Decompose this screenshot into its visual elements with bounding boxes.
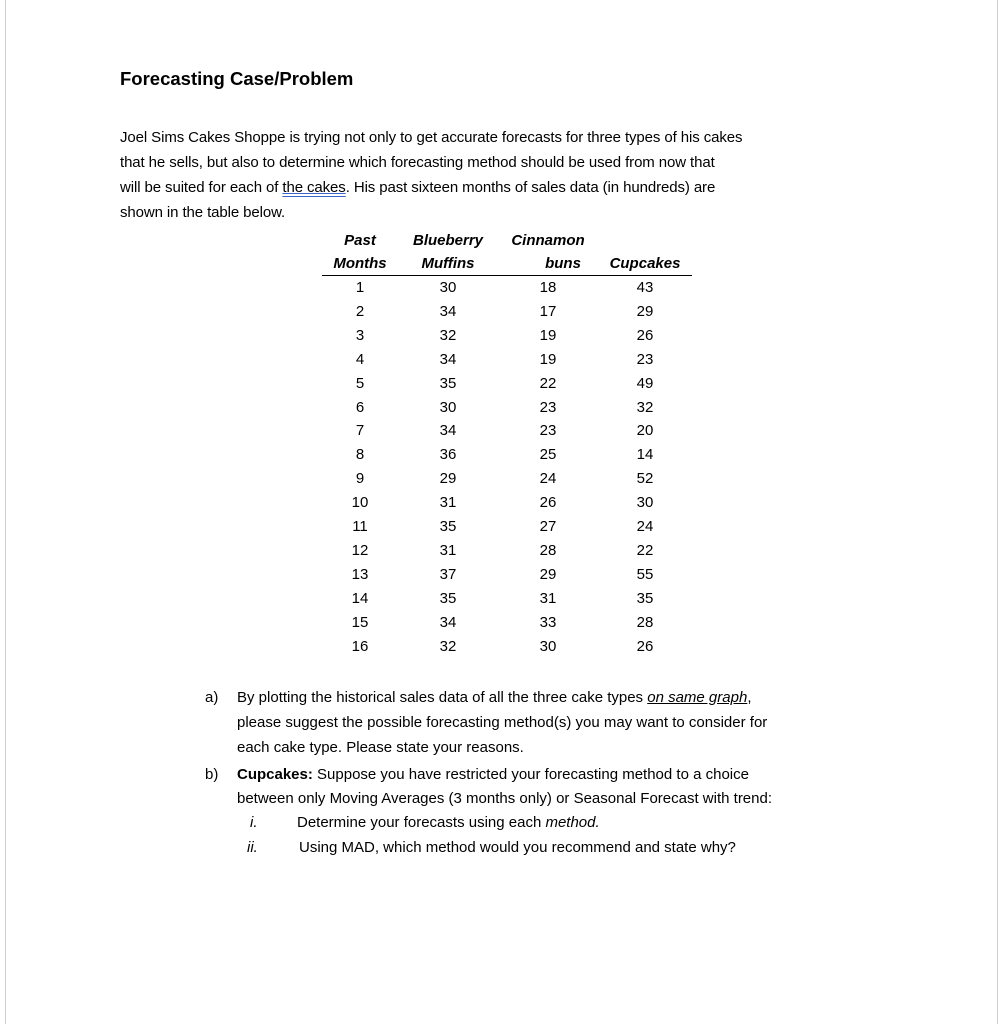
cell-cinnamon-buns: 29 [539, 565, 557, 583]
intro-line [120, 179, 715, 196]
intro-text: will be suited for each of [120, 179, 283, 196]
cell-cupcakes: 35 [636, 589, 654, 607]
cell-cinnamon-buns: 19 [539, 326, 557, 344]
table-row [322, 276, 692, 300]
cell-blueberry-muffins: 31 [439, 494, 457, 512]
cell-blueberry-muffins: 31 [439, 541, 457, 559]
question-bii-label: ii. [247, 839, 258, 856]
cell-blueberry-muffins: 35 [439, 589, 457, 607]
cell-blueberry-muffins: 37 [439, 565, 457, 583]
header-cinnamon-buns: Cinnamon buns [511, 232, 585, 272]
cell-month: 1 [355, 279, 365, 296]
cell-blueberry-muffins: 30 [439, 279, 457, 296]
table-row [322, 635, 692, 659]
table-row [322, 443, 692, 467]
cell-cupcakes: 23 [636, 350, 654, 368]
cell-month: 13 [351, 565, 369, 583]
cell-cupcakes: 30 [636, 494, 654, 512]
cell-cinnamon-buns: 25 [539, 446, 557, 464]
cell-cupcakes: 24 [636, 518, 654, 536]
cell-month: 7 [355, 422, 365, 440]
cell-month: 12 [351, 541, 369, 559]
question-a-line: By plotting the historical sales data of all the three cake types on same graph, [237, 689, 752, 706]
header-cupcakes: Cupcakes [609, 255, 681, 272]
question-a-label: a) [205, 689, 219, 706]
cell-blueberry-muffins: 32 [439, 326, 457, 344]
intro-text: . His past sixteen months of sales data (in hundreds) are [345, 179, 716, 196]
cell-blueberry-muffins: 35 [439, 374, 457, 392]
table-row [322, 467, 692, 491]
question-b-line: between only Moving Averages (3 months only) or Seasonal Forecast with trend: [237, 790, 773, 807]
page-edge-left [5, 0, 6, 1024]
header-blueberry-muffins: Blueberry Muffins [412, 232, 484, 272]
question-b-line: Cupcakes: Suppose you have restricted your forecasting method to a choice [237, 766, 749, 783]
cell-blueberry-muffins: 29 [439, 470, 457, 488]
cell-cinnamon-buns: 24 [539, 470, 557, 488]
question-a-line: each cake type. Please state your reasons. [237, 739, 524, 756]
table-row [322, 419, 692, 443]
cell-cinnamon-buns: 17 [539, 302, 557, 320]
cell-cinnamon-buns: 31 [539, 589, 557, 607]
cell-blueberry-muffins: 34 [439, 302, 457, 320]
cell-month: 16 [351, 637, 369, 655]
cell-cupcakes: 49 [636, 374, 654, 392]
grammar-flagged-text[interactable]: the cakes [282, 179, 346, 196]
cell-month: 9 [355, 470, 365, 488]
table-row [322, 300, 692, 324]
cell-month: 3 [355, 326, 365, 344]
cell-cinnamon-buns: 22 [539, 374, 557, 392]
sales-table [322, 229, 692, 659]
question-bi-label: i. [250, 814, 258, 831]
table-row [322, 396, 692, 420]
cell-cinnamon-buns: 30 [539, 637, 557, 655]
intro-line: that he sells, but also to determine which forecasting method should be used from now that [120, 154, 715, 171]
cell-cupcakes: 26 [636, 326, 654, 344]
table-row [322, 372, 692, 396]
intro-line: Joel Sims Cakes Shoppe is trying not only to get accurate forecasts for three types of his cakes [120, 129, 743, 146]
cell-cupcakes: 52 [636, 470, 654, 488]
cell-blueberry-muffins: 36 [439, 446, 457, 464]
cell-cinnamon-buns: 23 [539, 398, 557, 416]
cell-cinnamon-buns: 18 [539, 279, 557, 296]
table-row [322, 587, 692, 611]
cell-month: 10 [351, 494, 369, 512]
cell-cupcakes: 32 [636, 398, 654, 416]
cell-cupcakes: 26 [636, 637, 654, 655]
cell-blueberry-muffins: 34 [439, 613, 457, 631]
cell-month: 14 [351, 589, 369, 607]
cell-month: 6 [355, 398, 365, 416]
cell-cupcakes: 14 [636, 446, 654, 464]
question-a-line: please suggest the possible forecasting method(s) you may want to consider for [237, 714, 768, 731]
cell-blueberry-muffins: 35 [439, 518, 457, 536]
table-row [322, 515, 692, 539]
cell-cinnamon-buns: 19 [539, 350, 557, 368]
question-bi-text: Determine your forecasts using each method. [297, 814, 600, 831]
cell-blueberry-muffins: 32 [439, 637, 457, 655]
cell-month: 11 [352, 518, 368, 536]
table-row [322, 563, 692, 587]
cell-blueberry-muffins: 34 [439, 422, 457, 440]
intro-line: shown in the table below. [120, 204, 286, 221]
table-row [322, 491, 692, 515]
page-edge-right [997, 0, 998, 1024]
cell-blueberry-muffins: 30 [439, 398, 457, 416]
cell-cupcakes: 22 [636, 541, 654, 559]
table-row [322, 324, 692, 348]
cell-month: 4 [355, 350, 365, 368]
cell-month: 15 [351, 613, 369, 631]
header-past-months: Past Months [333, 232, 387, 272]
table-row [322, 348, 692, 372]
cell-cupcakes: 43 [636, 279, 654, 296]
table-row [322, 611, 692, 635]
cell-cupcakes: 55 [636, 565, 654, 583]
cell-cinnamon-buns: 27 [539, 518, 557, 536]
cell-month: 5 [355, 374, 365, 392]
cell-cupcakes: 20 [636, 422, 654, 440]
cell-cupcakes: 29 [636, 302, 654, 320]
question-b-label: b) [205, 766, 219, 783]
cell-blueberry-muffins: 34 [439, 350, 457, 368]
cell-cinnamon-buns: 23 [539, 422, 557, 440]
question-bii-text: Using MAD, which method would you recommend and state why? [299, 839, 736, 856]
table-row [322, 539, 692, 563]
emphasis-text: on same graph [647, 689, 748, 706]
cell-month: 8 [355, 446, 365, 464]
cell-month: 2 [355, 302, 365, 320]
cell-cinnamon-buns: 33 [539, 613, 557, 631]
cell-cinnamon-buns: 28 [539, 541, 557, 559]
page-title: Forecasting Case/Problem [120, 68, 354, 89]
cell-cupcakes: 28 [636, 613, 654, 631]
table-header-row [322, 229, 692, 276]
cell-cinnamon-buns: 26 [539, 494, 557, 512]
